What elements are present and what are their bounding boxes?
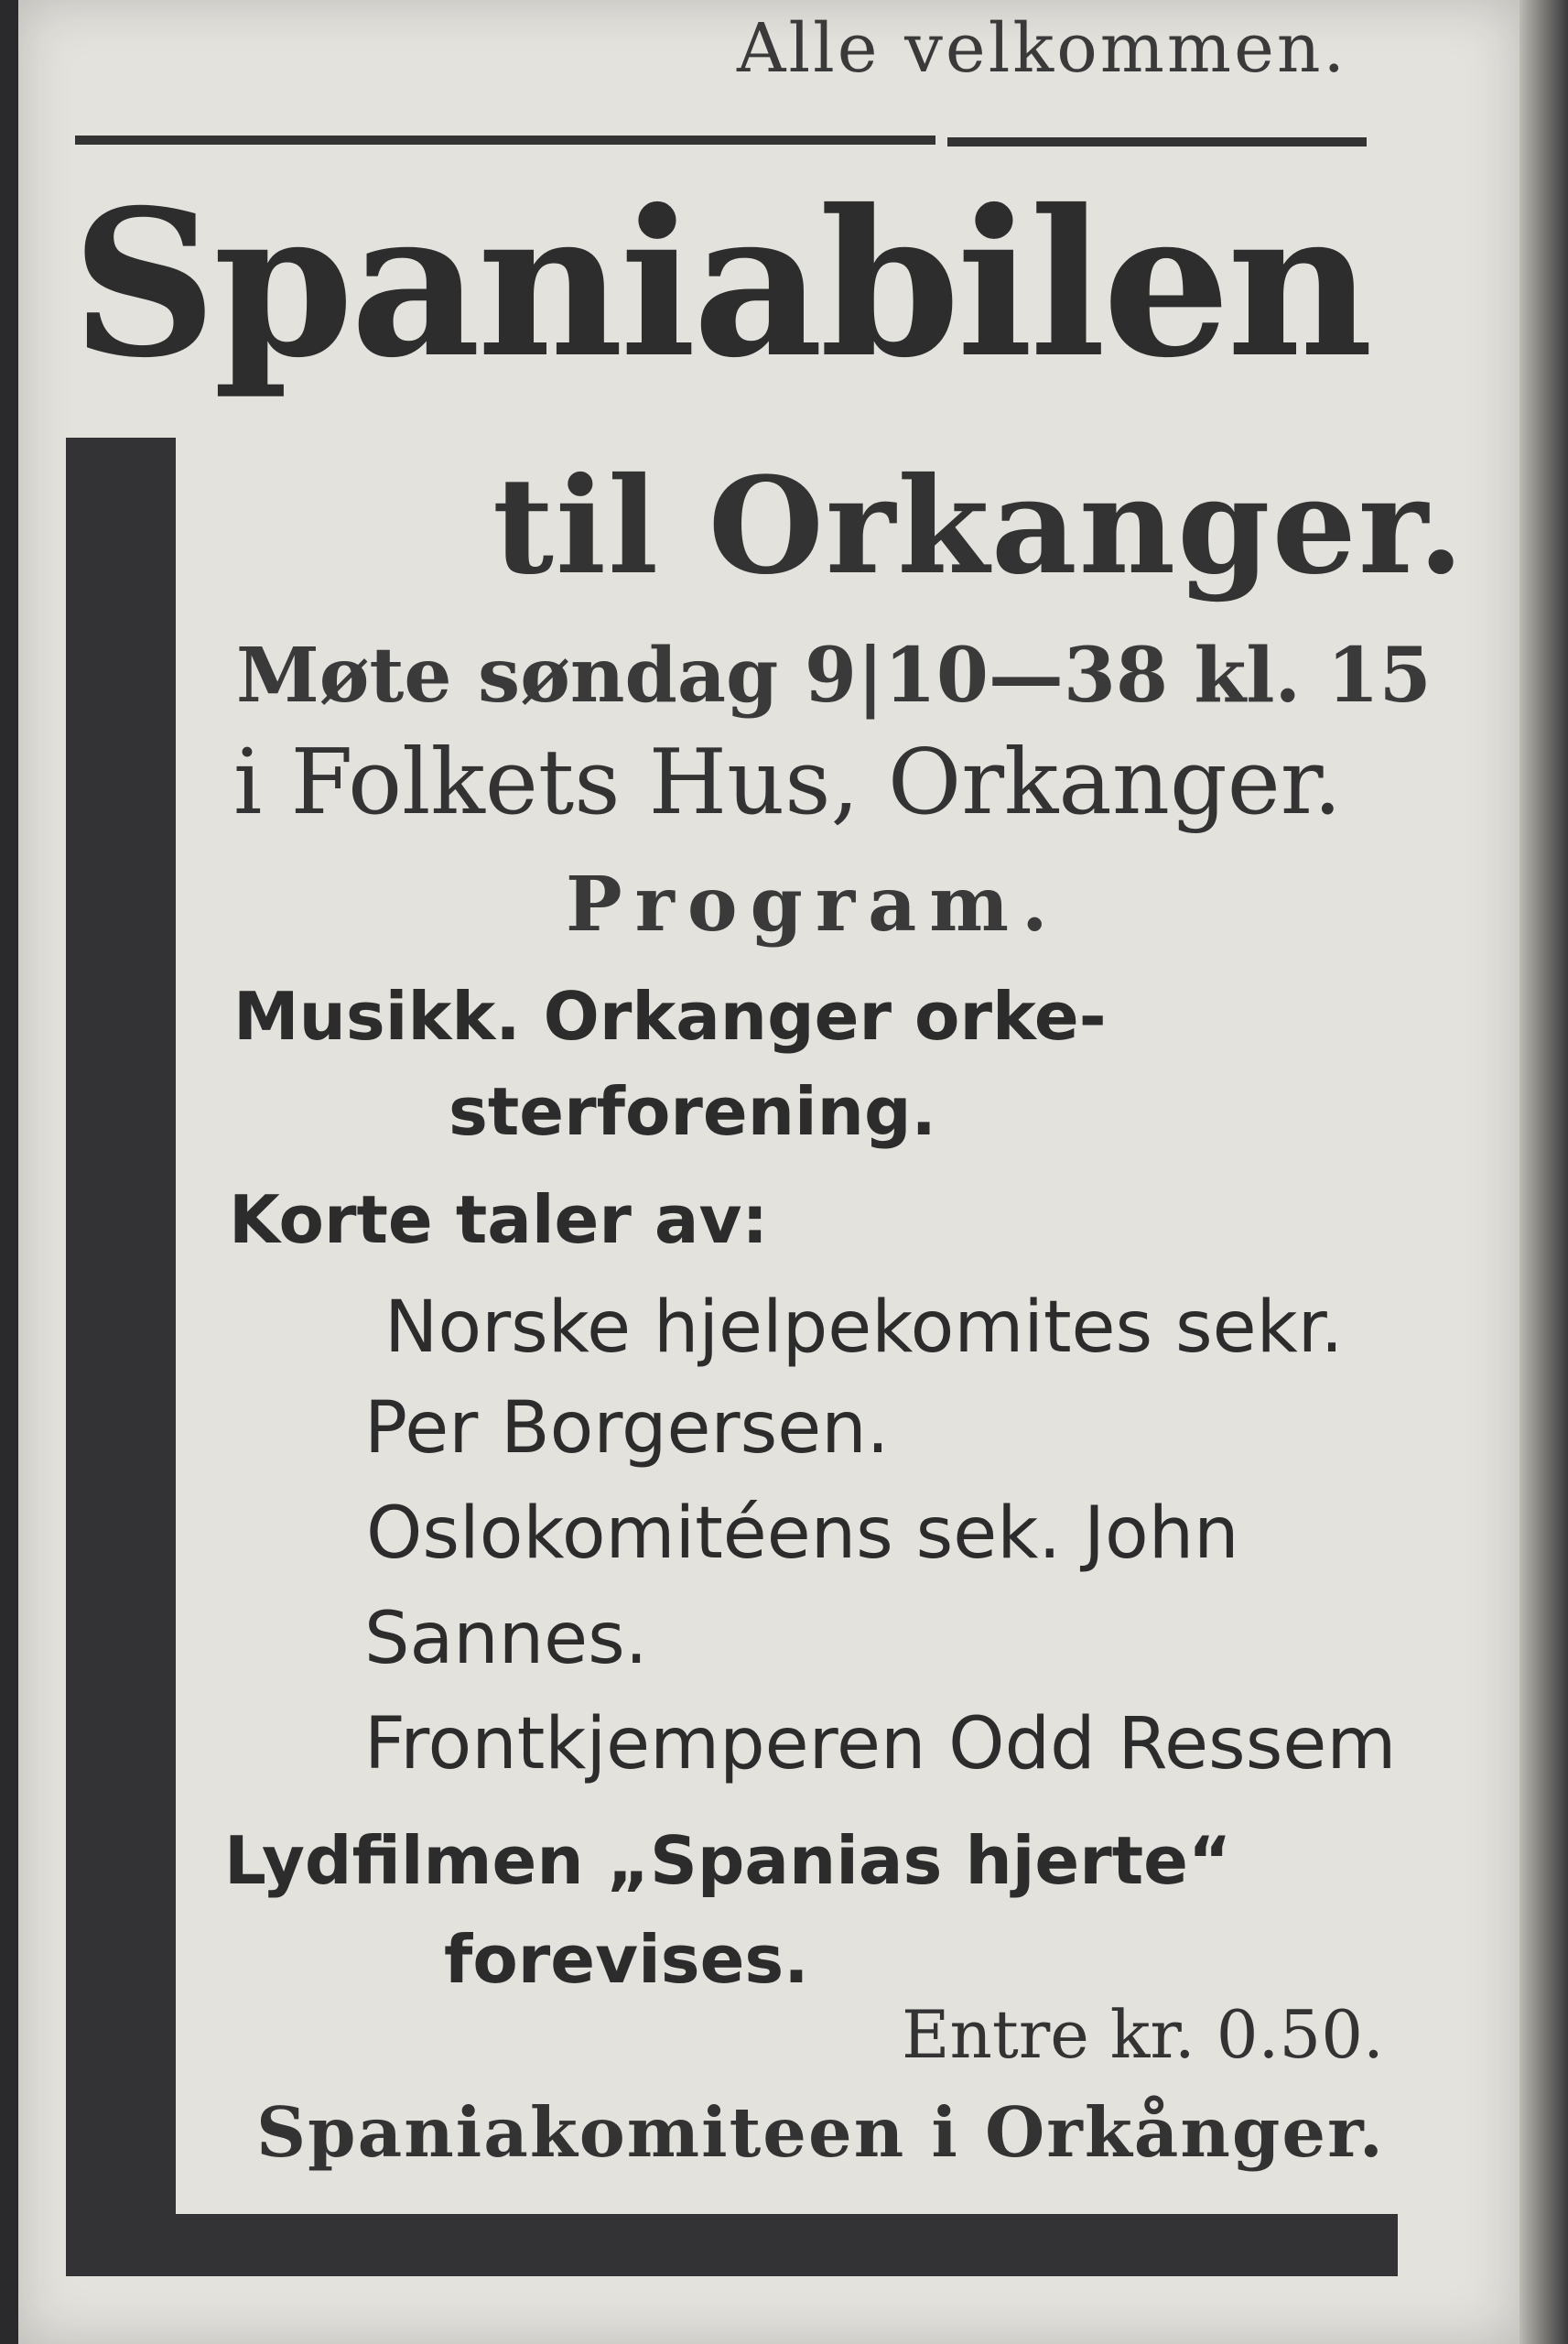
screen-edge-shadow [1519, 0, 1568, 2344]
program-heading: Program. [566, 861, 1061, 949]
subheadline: til Orkanger. [492, 449, 1466, 604]
speaker-1-line-1: Norske hjelpekomites sekr. [384, 1286, 1344, 1369]
speaker-2-line-2: Sannes. [364, 1598, 648, 1680]
entrance-fee: Entre kr. 0.50. [902, 1996, 1384, 2073]
program-music-line-2: sterforening. [449, 1073, 936, 1150]
program-music-line-1: Musikk. Orkanger orke- [233, 978, 1107, 1055]
program-speeches-heading: Korte taler av: [229, 1181, 769, 1258]
meeting-venue: i Folkets Hus, Orkanger. [233, 731, 1342, 835]
speaker-3: Frontkjemperen Odd Ressem [364, 1703, 1397, 1785]
ad-border-bottom-bar [66, 2214, 1398, 2276]
program-film-line-2: forevises. [444, 1921, 809, 1998]
divider-rule-left [75, 136, 935, 145]
ad-border-vertical-bar [66, 438, 176, 2236]
welcome-text: Alle velkommen. [737, 9, 1348, 88]
headline: Spaniabilen [71, 165, 1370, 402]
speaker-1-line-2: Per Borgersen. [364, 1387, 890, 1470]
divider-rule-right [947, 137, 1367, 146]
speaker-2-line-1: Oslokomitéens sek. John [366, 1492, 1239, 1575]
meeting-date-time: Møte søndag 9|10—38 kl. 15 [236, 632, 1432, 720]
organizer-signature: Spaniakomiteen i Orkånger. [256, 2092, 1385, 2173]
program-film-line-1: Lydfilmen „Spanias hjerte“ [224, 1822, 1232, 1899]
